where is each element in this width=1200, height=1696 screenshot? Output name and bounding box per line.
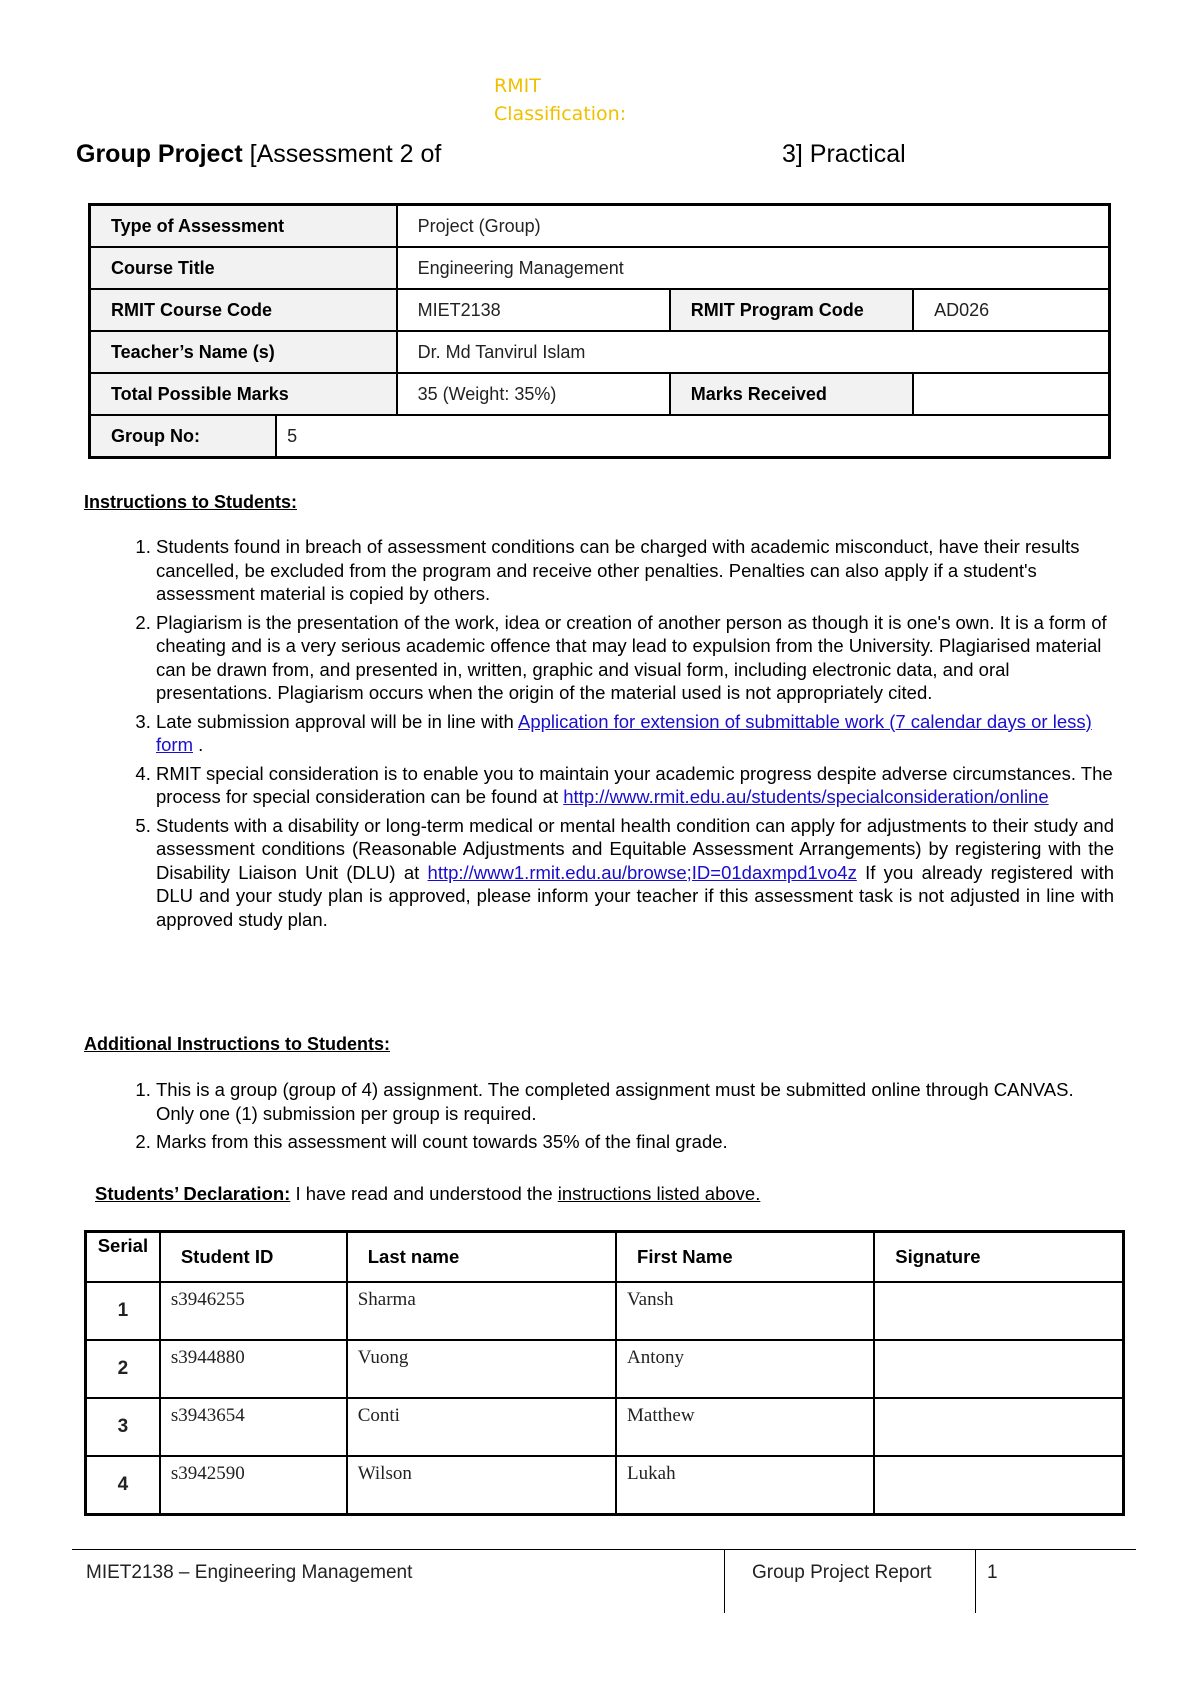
footer-separator (975, 1549, 976, 1613)
header-student-id: Student ID (160, 1232, 347, 1283)
row-last-name: Wilson (347, 1456, 616, 1515)
row-student-id: s3943654 (160, 1398, 347, 1456)
title-bold: Group Project (76, 140, 243, 168)
additional-item: 1. This is a group (group of 4) assignment. The completed assignment must be submitted online through CANVAS. Only one (1) submission per group is required. (156, 1078, 1114, 1125)
info-row-marks (90, 373, 1110, 415)
header-first-name: First Name (616, 1232, 874, 1283)
additional-instructions-list (84, 1078, 1114, 1159)
marks-received-value (913, 373, 1109, 415)
footer-report-title: Group Project Report (752, 1562, 932, 1583)
marks-label: Total Possible Marks (90, 373, 397, 415)
row-serial: 2 (86, 1340, 160, 1398)
instruction-text: Students with a disability or long-term medical or mental health condition can apply for adjustments to their study and assessment conditions (Reasonable Adjustments and Equitable Assessment Arrangements) by registering with the Disability Liaison Unit (DLU) at (156, 814, 1114, 883)
row-first-name: Lukah (616, 1456, 874, 1515)
instruction-text: Late submission approval will be in line with (156, 710, 514, 732)
header-serial (86, 1232, 160, 1283)
type-value: Project (Group) (397, 205, 1110, 248)
declaration-heading: Students’ Declaration: (95, 1183, 291, 1204)
marks-received-label: Marks Received (670, 373, 913, 415)
table-row (86, 1398, 1124, 1456)
header-serial-text: Serial (97, 1235, 149, 1256)
students-header-row (86, 1232, 1124, 1283)
row-student-id: s3942590 (160, 1456, 347, 1515)
classification-label: RMIT Classification: (494, 75, 627, 125)
course-title-label: Course Title (90, 247, 397, 289)
row-last-name: Conti (347, 1398, 616, 1456)
teacher-value: Dr. Md Tanvirul Islam (397, 331, 1110, 373)
footer-divider (72, 1549, 1136, 1550)
row-signature[interactable] (874, 1456, 1123, 1515)
instruction-item (156, 710, 1114, 757)
row-serial: 1 (86, 1282, 160, 1340)
info-row-teacher (90, 331, 1110, 373)
row-signature[interactable] (874, 1398, 1123, 1456)
row-serial: 4 (86, 1456, 160, 1515)
type-label: Type of Assessment (90, 205, 397, 248)
row-signature[interactable] (874, 1340, 1123, 1398)
row-first-name: Antony (616, 1340, 874, 1398)
teacher-label: Teacher’s Name (s) (90, 331, 397, 373)
instruction-item (156, 762, 1114, 809)
table-row (86, 1340, 1124, 1398)
row-serial: 3 (86, 1398, 160, 1456)
row-student-id: s3944880 (160, 1340, 347, 1398)
info-row-course-title (90, 247, 1110, 289)
instruction-item (156, 814, 1114, 932)
dlu-link[interactable]: http://www1.rmit.edu.au/browse;ID=01daxmpd1vo4z (427, 861, 857, 883)
title-rest: [Assessment 2 of (242, 140, 442, 168)
additional-instructions-heading: Additional Instructions to Students: (84, 1034, 390, 1054)
instructions-heading: Instructions to Students: (84, 492, 297, 512)
row-student-id: s3946255 (160, 1282, 347, 1340)
assessment-info-table (88, 203, 1111, 459)
title-right: 3] Practical (782, 140, 906, 168)
footer-course: MIET2138 – Engineering Management (86, 1562, 413, 1583)
special-consideration-link[interactable]: http://www.rmit.edu.au/students/specialconsideration/online (563, 786, 1049, 807)
header-last-name: Last name (347, 1232, 616, 1283)
info-row-codes (90, 289, 1110, 331)
declaration-text: I have read and understood the (290, 1183, 558, 1204)
instruction-text: RMIT special consideration is to enable you to maintain your academic progress despite adverse circumstances. The process for special consideration can be found at (156, 762, 1113, 807)
row-last-name: Sharma (347, 1282, 616, 1340)
group-label: Group No: (90, 415, 277, 458)
instruction-item: 2. Plagiarism is the presentation of the work, idea or creation of another person as though it is one's own. It is a form of cheating and is a very serious academic offence that may lead to expulsion from the University. Plagiarised material can be drawn from, and presented in, written, graphic and visual form, including electronic data, and oral presentations. Plagiarism occurs when the origin of the material used is not appropriately cited. (156, 611, 1114, 705)
footer-page-number: 1 (987, 1562, 998, 1583)
course-title-value: Engineering Management (397, 247, 1110, 289)
footer-separator (724, 1549, 725, 1613)
info-row-type (90, 205, 1110, 248)
program-code-label: RMIT Program Code (670, 289, 913, 331)
instructions-list (84, 535, 1114, 936)
group-value: 5 (276, 415, 1109, 458)
info-row-group (90, 415, 1110, 458)
additional-item: 2. Marks from this assessment will count towards 35% of the final grade. (156, 1130, 1114, 1154)
instruction-item: 1. Students found in breach of assessment conditions can be charged with academic misconduct, have their results cancelled, be excluded from the program and receive other penalties. Penalties can also apply if a student's assessment material is copied by others. (156, 535, 1114, 606)
course-code-label: RMIT Course Code (90, 289, 397, 331)
row-last-name: Vuong (347, 1340, 616, 1398)
instruction-tail: If you already registered with DLU and your study plan is approved, please inform your teacher if this assessment task is not adjusted in line with approved study plan. (156, 861, 1114, 930)
row-first-name: Matthew (616, 1398, 874, 1456)
table-row (86, 1282, 1124, 1340)
marks-value: 35 (Weight: 35%) (397, 373, 670, 415)
table-row (86, 1456, 1124, 1515)
students-table (84, 1230, 1125, 1516)
program-code-value: AD026 (913, 289, 1109, 331)
declaration-underlined: instructions listed above. (557, 1183, 761, 1204)
row-signature[interactable] (874, 1282, 1123, 1340)
extension-form-link[interactable]: Application for extension of submittable work (7 calendar days or less) form (156, 710, 1092, 755)
header-signature: Signature (874, 1232, 1123, 1283)
instruction-tail: . (193, 734, 204, 755)
row-first-name: Vansh (616, 1282, 874, 1340)
students-declaration (95, 1183, 760, 1205)
course-code-value: MIET2138 (397, 289, 670, 331)
page-title (76, 138, 1136, 170)
